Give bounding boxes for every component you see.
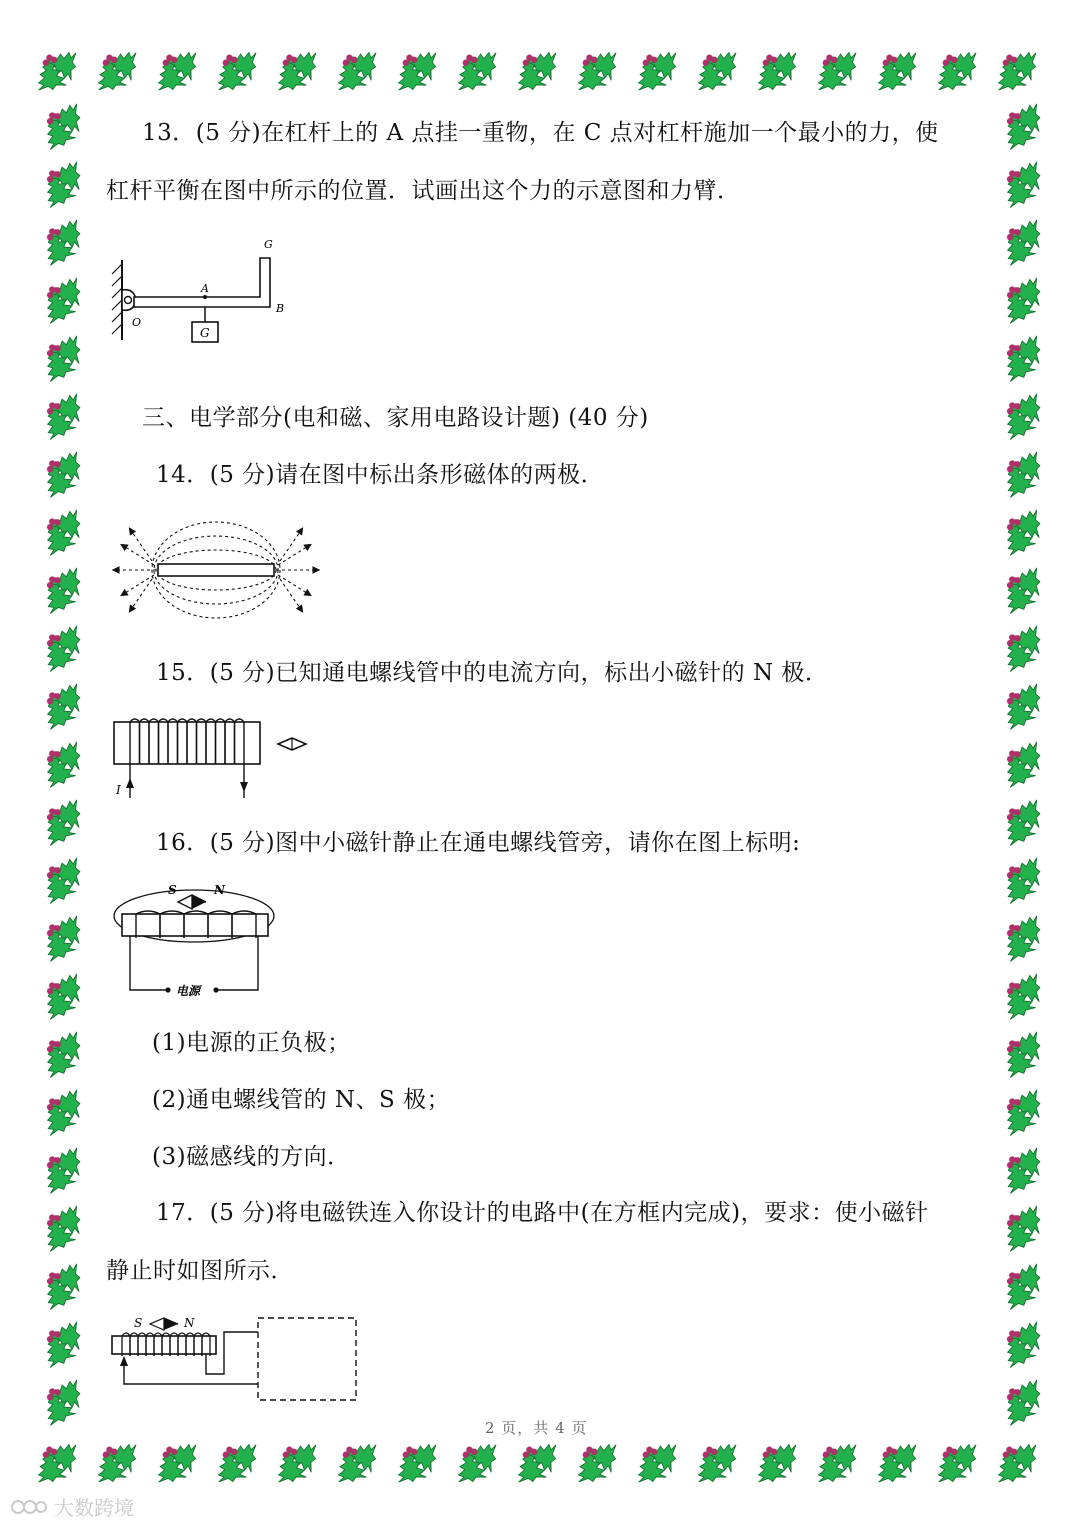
section3-heading: 三、电学部分(电和磁、家用电路设计题) (40 分) [142, 405, 649, 431]
q17-electromagnet-figure [108, 1312, 363, 1407]
q13-label-o: O [132, 316, 142, 329]
watermark-logo-icon [10, 1496, 48, 1518]
q17-text-line1: 17．(5 分)将电磁铁连入你设计的电路中(在方框内完成)，要求：使小磁针 [156, 1200, 929, 1226]
q16-item-3: (3)磁感线的方向． [152, 1144, 351, 1170]
watermark-text: 大数跨境 [54, 1496, 134, 1520]
q13-box-label: G [200, 326, 210, 340]
q15-text: 15．(5 分)已知通电螺线管中的电流方向，标出小磁针的 N 极． [156, 660, 829, 686]
q16-item-1: (1)电源的正负极； [152, 1030, 351, 1056]
page-footer: 2 页，共 4 页 [485, 1419, 588, 1437]
q15-current-label: I [116, 783, 121, 797]
q16-label-s: S [168, 883, 177, 897]
q13-label-top: G [264, 238, 273, 251]
q17-label-s: S [134, 1316, 143, 1330]
q16-solenoid-figure [108, 880, 288, 1000]
q13-text-line1: 13．(5 分)在杠杆上的 A 点挂一重物，在 C 点对杠杆施加一个最小的力，使 [142, 120, 939, 146]
q13-lever-figure [100, 230, 310, 350]
q13-label-a: A [201, 282, 209, 295]
q17-design-box [258, 1318, 356, 1400]
q13-label-b: B [276, 302, 285, 315]
q14-bar-magnet-figure [106, 515, 326, 625]
q16-source-label: 电源 [176, 984, 201, 998]
watermark [10, 1492, 134, 1521]
q17-text-line2: 静止时如图所示． [106, 1258, 294, 1284]
q16-text: 16．(5 分)图中小磁针静止在通电螺线管旁，请你在图上标明: [156, 830, 801, 856]
q17-label-n: N [184, 1316, 195, 1330]
q14-text: 14．(5 分)请在图中标出条形磁体的两极． [156, 462, 605, 488]
q15-solenoid-figure [108, 712, 318, 802]
q16-label-n: N [214, 883, 225, 897]
q16-item-2: (2)通电螺线管的 N、S 极； [152, 1087, 451, 1113]
q13-text-line2: 杠杆平衡在图中所示的位置．试画出这个力的示意图和力臂． [106, 178, 741, 204]
